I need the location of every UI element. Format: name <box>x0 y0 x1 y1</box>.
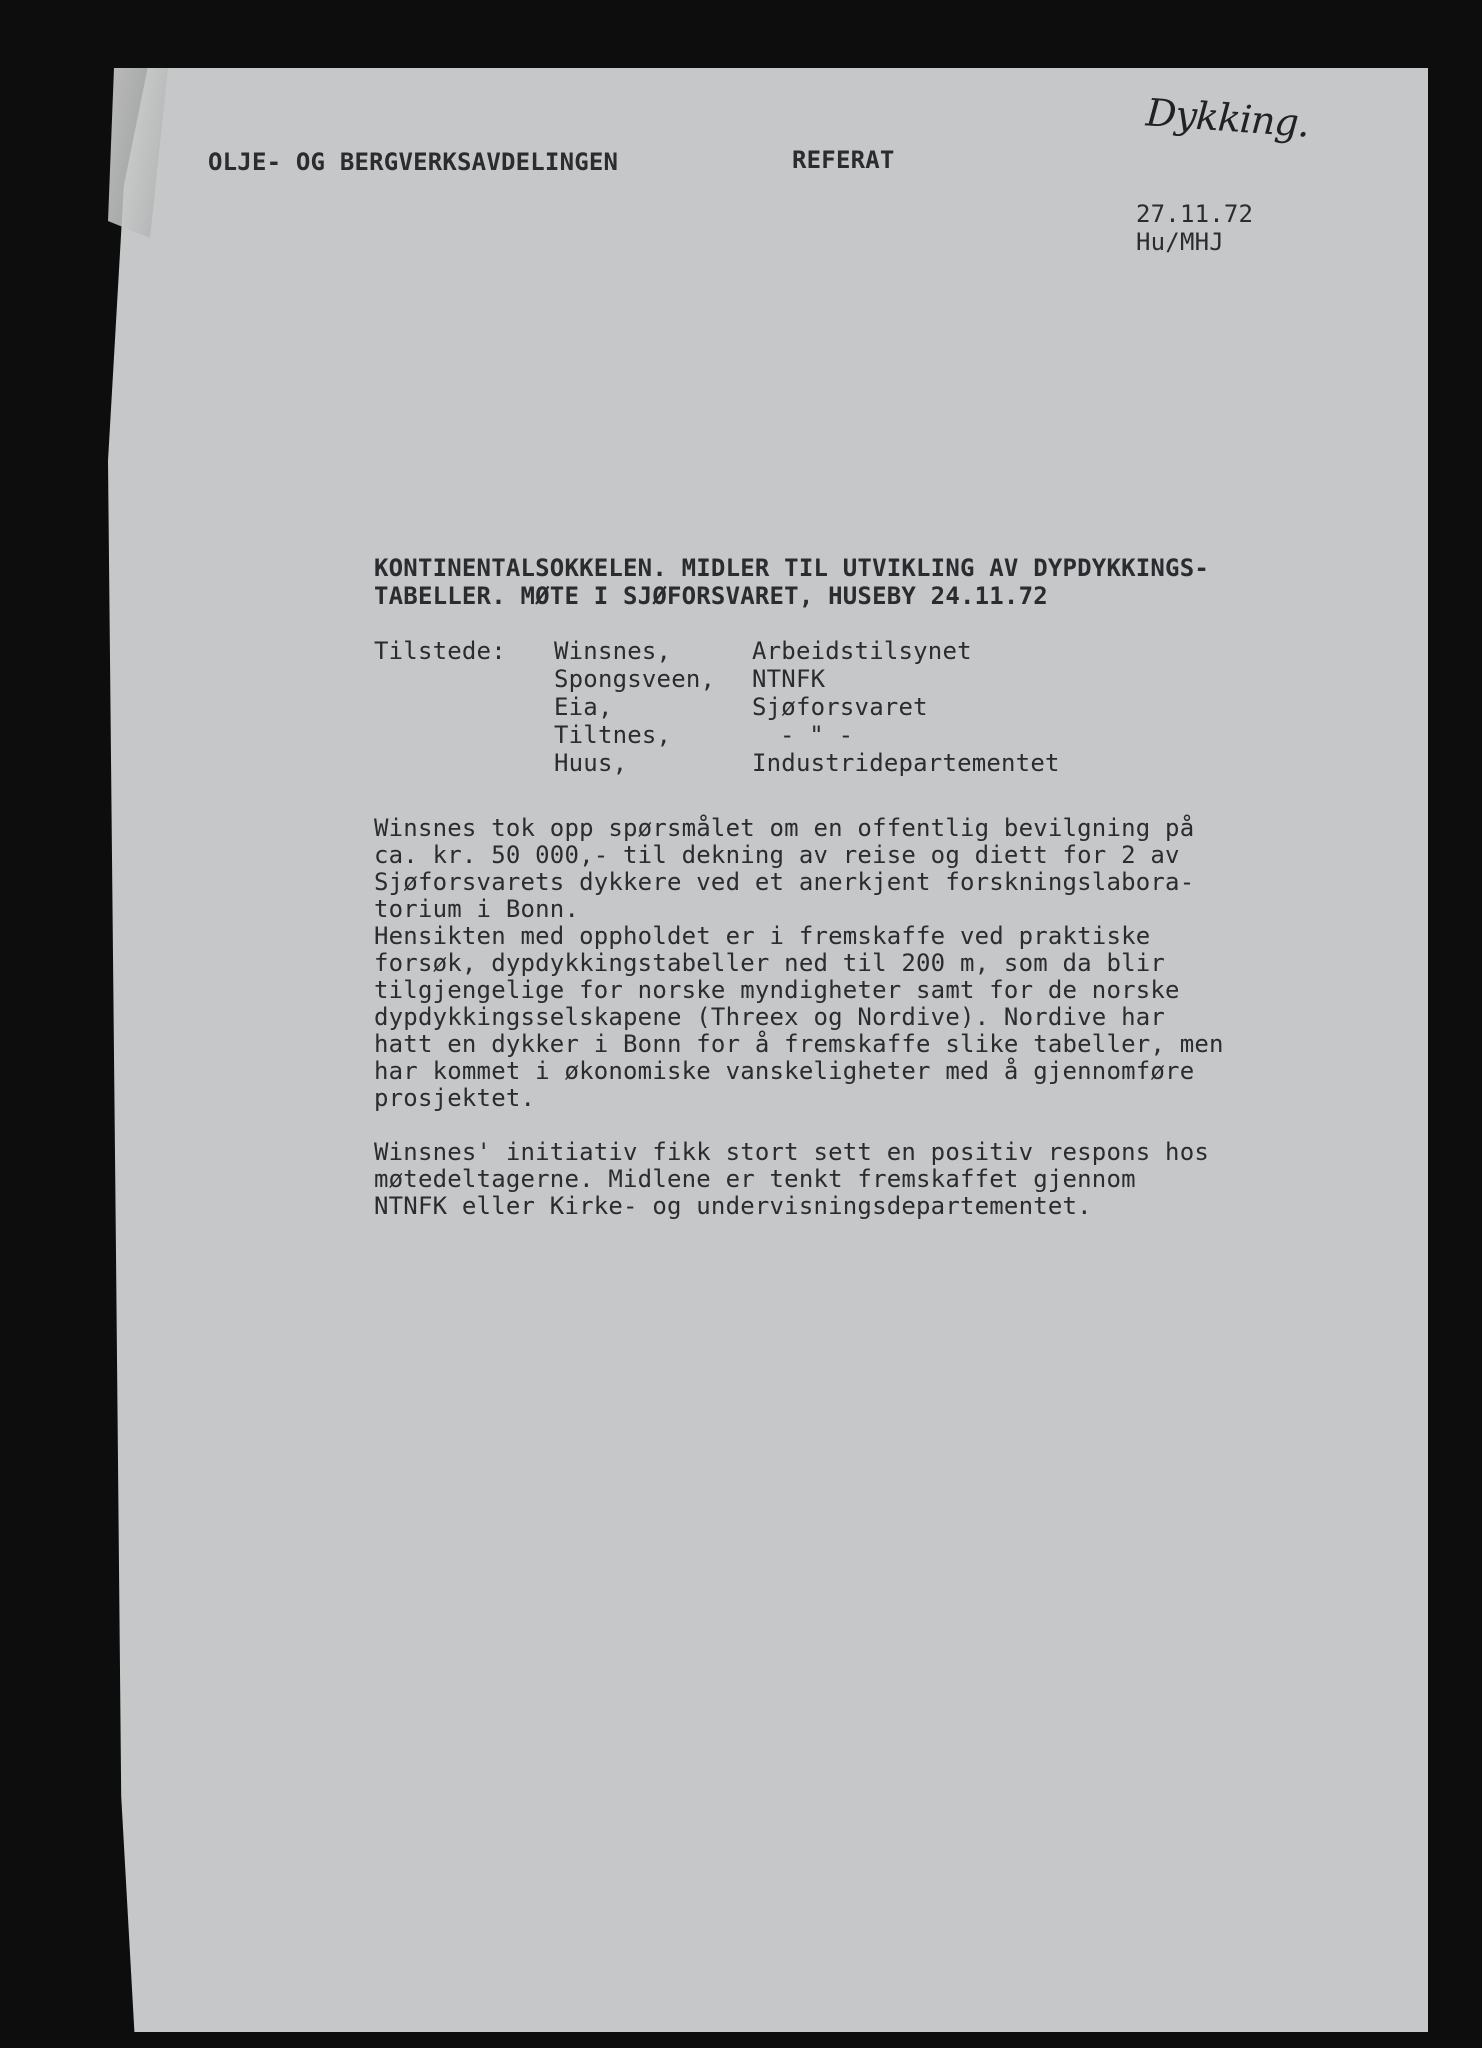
paragraph-1-line: ca. kr. 50 000,- til dekning av reise og diett for 2 av <box>374 841 1180 869</box>
paragraph-1-line: Winsnes tok opp spørsmålet om en offentlig bevilgning på <box>374 814 1195 842</box>
department-heading: OLJE- OG BERGVERKSAVDELINGEN <box>208 148 619 176</box>
attendee-name: Spongsveen, <box>554 665 716 693</box>
subject-line-1: KONTINENTALSOKKELEN. MIDLER TIL UTVIKLING AV DYPDYKKINGS- <box>374 554 1210 582</box>
subject-line-2: TABELLER. MØTE I SJØFORSVARET, HUSEBY 24.11.72 <box>374 582 1048 610</box>
attendee-name: Tiltnes, <box>554 721 672 749</box>
paragraph-2-line: NTNFK eller Kirke- og undervisningsdepartementet. <box>374 1192 1092 1220</box>
paragraph-2-line: Winsnes' initiativ fikk stort sett en positiv respons hos <box>374 1138 1210 1166</box>
paragraph-2-line: møtedeltagerne. Midlene er tenkt fremskaffet gjennom <box>374 1165 1136 1193</box>
attendee-org: NTNFK <box>752 665 826 693</box>
attendee-name: Eia, <box>554 693 613 721</box>
paragraph-1-line: har kommet i økonomiske vanskeligheter med å gjennomføre <box>374 1057 1195 1085</box>
document-type: REFERAT <box>792 146 895 174</box>
paragraph-1-line: hatt en dykker i Bonn for å fremskaffe slike tabeller, men <box>374 1030 1224 1058</box>
paragraph-1-line: torium i Bonn. <box>374 895 580 923</box>
handwritten-note: Dykking. <box>1144 90 1311 146</box>
attendee-org: Arbeidstilsynet <box>752 637 972 665</box>
paragraph-1-line: prosjektet. <box>374 1084 536 1112</box>
paragraph-1-line: dypdykkingsselskapene (Threex og Nordive). Nordive har <box>374 1003 1166 1031</box>
attendee-org: - " - <box>780 721 854 749</box>
attendee-name: Huus, <box>554 749 628 777</box>
reference-code: Hu/MHJ <box>1136 228 1224 256</box>
attendee-name: Winsnes, <box>554 637 672 665</box>
paragraph-1-line: Sjøforsvarets dykkere ved et anerkjent forskningslabora- <box>374 868 1195 896</box>
paragraph-1-line: Hensikten med oppholdet er i fremskaffe ved praktiske <box>374 922 1151 950</box>
paragraph-1-line: tilgjengelige for norske myndigheter samt for de norske <box>374 976 1180 1004</box>
document-date: 27.11.72 <box>1136 200 1254 228</box>
paragraph-1-line: forsøk, dypdykkingstabeller ned til 200 m, som da blir <box>374 949 1166 977</box>
attendance-label: Tilstede: <box>374 637 506 665</box>
attendee-org: Sjøforsvaret <box>752 693 928 721</box>
attendee-org: Industridepartementet <box>752 749 1060 777</box>
